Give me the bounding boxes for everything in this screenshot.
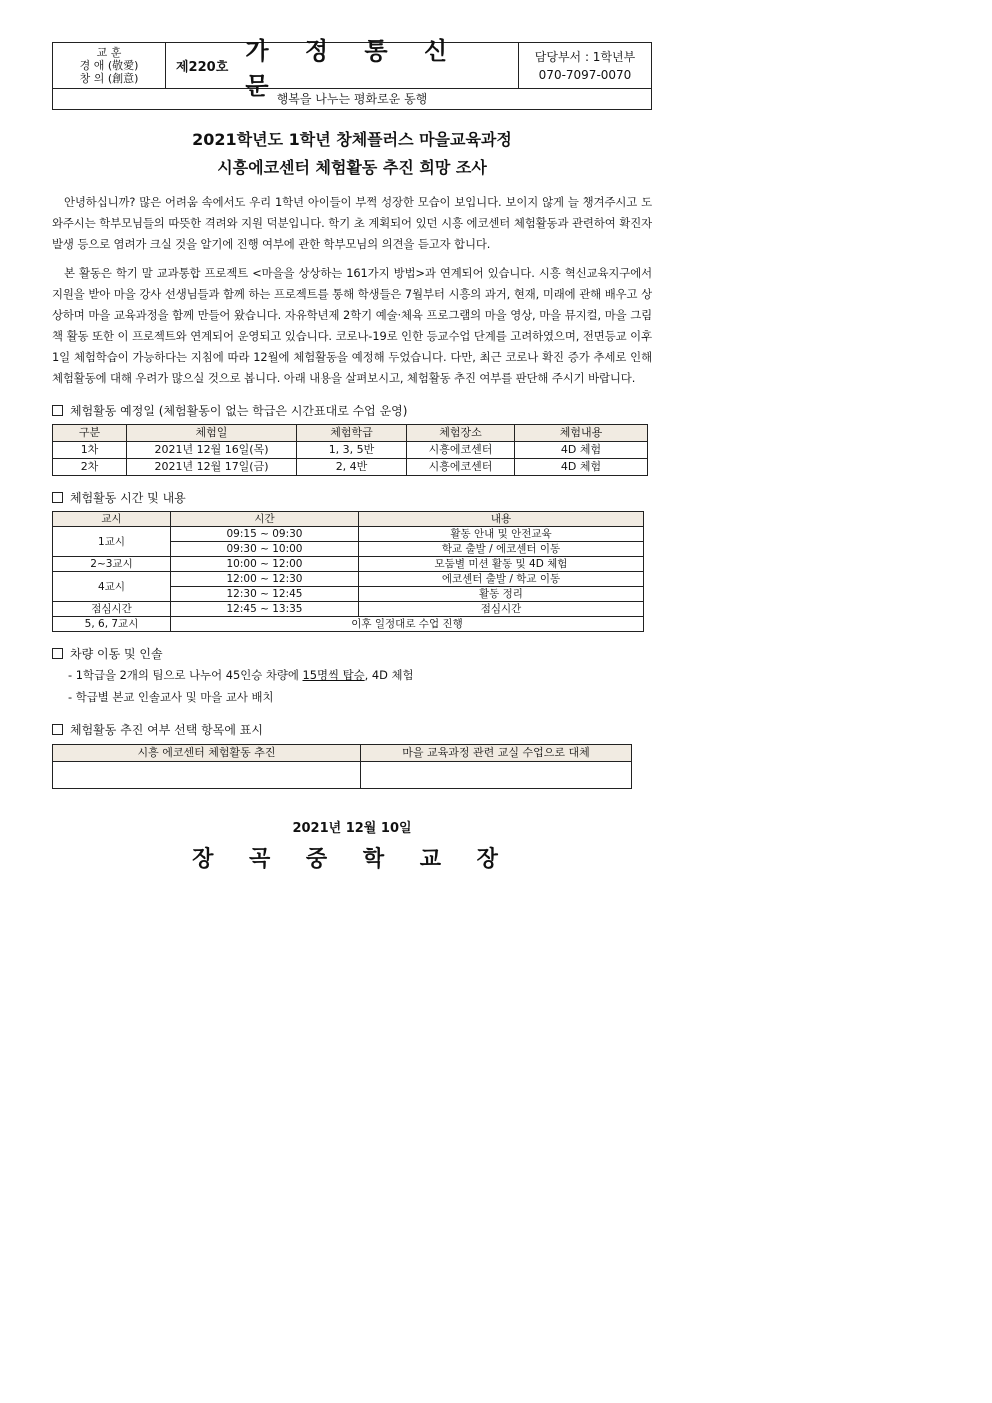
phone-number: 070-7097-0070 [538, 67, 632, 82]
newsletter-page [52, 36, 652, 873]
table-row: 2차 2021년 12월 17일(금) 2, 4반 시흥에코센터 4D 체험 [53, 459, 648, 476]
newsletter-name: 가 정 통 신 문 [245, 36, 462, 100]
list-item: - 학급별 본교 인솔교사 및 마을 교사 배치 [68, 690, 274, 704]
choice-table [52, 744, 632, 789]
table-row: 2~3교시 10:00 ~ 12:00 모둠별 미션 활동 및 4D 체험 [53, 557, 644, 572]
mark-cell-classroom[interactable] [361, 762, 632, 789]
principal-signature: 장 곡 중 학 교 장 [192, 847, 512, 872]
department: 담당부서 : 1학년부 [534, 49, 636, 64]
table-row: 5, 6, 7교시 이후 일정대로 수업 진행 [53, 617, 644, 632]
transport-heading: 차량 이동 및 인솔 [52, 644, 652, 662]
school-motto [53, 43, 166, 88]
option-classroom: 마을 교육과정 관련 교실 수업으로 대체 [361, 745, 632, 762]
activity-paragraph: 본 활동은 학기 말 교과통합 프로젝트 <마을을 상상하는 161가지 방법>과 연계되어 있습니다. 시흥 혁신교육지구에서 지원을 받아 마을 강사 선생님들과 함께 하는 프로젝트를 통해 학생들은 7월부터 시흥의 과거, 현재, 미래에 관해 배우고 상상하며 마을 교육과정을 함께 만들어 왔습니다. 자유학년제 2학기 예술·체육 프로그램의 마을 영상, 마을 뮤지컬, 마을 그림책 활동 또한 이 프로젝트와 연계되어 운영되고 있습니다. 코로나-19로 인한 등교수업 단계를 고려하였으며, 전면등교 이후 1일 체험학습이 가능하다는 지침에 따라 12월에 체험활동을 예정해 두었습니다. 다만, 최근 코로나 확진 증가 추세로 인해 체험활동에 대해 우려가 많으실 것으로 봅니다. 아래 내용을 살펴보시고, 체험활동 추진 여부를 판단해 주시기 바랍니다. [52, 266, 652, 385]
issue-number: 제220호 [176, 60, 229, 75]
checkbox-bullet-icon [52, 648, 63, 659]
checkbox-bullet-icon [52, 492, 63, 503]
table-header-row: 교시 시간 내용 [53, 512, 644, 527]
table-row: 1교시 09:15 ~ 09:30 활동 안내 및 안전교육 [53, 527, 644, 542]
table-row [53, 762, 632, 789]
timetable-heading: 체험활동 시간 및 내용 [52, 488, 652, 506]
title-line-1: 2021학년도 1학년 창체플러스 마을교육과정 [192, 130, 512, 149]
mark-cell-eco-center[interactable] [53, 762, 361, 789]
checkbox-bullet-icon [52, 405, 63, 416]
checkbox-bullet-icon [52, 724, 63, 735]
table-row: 12:30 ~ 12:45 활동 정리 [53, 587, 644, 602]
list-item: - 1학급을 2개의 팀으로 나누어 45인승 차량에 15명씩 탑승, 4D 체험 [68, 668, 414, 682]
department-info [519, 43, 651, 88]
table-row: 09:30 ~ 10:00 학교 출발 / 에코센터 이동 [53, 542, 644, 557]
motto-label: 교 훈 [96, 46, 122, 59]
table-row: 1차 2021년 12월 16일(목) 1, 3, 5반 시흥에코센터 4D 체험 [53, 442, 648, 459]
timetable-table [52, 511, 644, 632]
table-header-row [53, 745, 632, 762]
transport-bullets [52, 664, 652, 708]
choice-heading: 체험활동 추진 여부 선택 항목에 표시 [52, 720, 652, 738]
schedule-heading: 체험활동 예정일 (체험활동이 없는 학급은 시간표대로 수업 운영) [52, 401, 652, 419]
table-row: 4교시 12:00 ~ 12:30 에코센터 출발 / 학교 이동 [53, 572, 644, 587]
table-row: 점심시간 12:45 ~ 13:35 점심시간 [53, 602, 644, 617]
motto-line-1: 경 애 (敬愛) [79, 59, 139, 72]
issue-date: 2021년 12월 10일 [292, 821, 412, 836]
schedule-table [52, 424, 648, 476]
option-eco-center: 시흥 에코센터 체험활동 추진 [53, 745, 361, 762]
slogan: 행복을 나누는 평화로운 동행 [276, 92, 428, 106]
document-title [52, 126, 652, 182]
title-line-2: 시흥에코센터 체험활동 추진 희망 조사 [217, 158, 487, 177]
masthead [52, 36, 652, 110]
intro-paragraph: 안녕하십니까? 많은 어려움 속에서도 우리 1학년 아이들이 부쩍 성장한 모습이 보입니다. 보이지 않게 늘 챙겨주시고 도와주시는 학부모님들의 따뜻한 격려와 지원 덕분입니다. 학기 초 계획되어 있던 시흥 에코센터 체험활동과 관련하여 확진자 발생 등으로 염려가 크실 것을 알기에 진행 여부에 관한 학부모님의 의견을 듣고자 합니다. [52, 195, 652, 251]
motto-line-2: 창 의 (創意) [79, 72, 139, 85]
table-header-row: 구분 체험일 체험학급 체험장소 체험내용 [53, 425, 648, 442]
